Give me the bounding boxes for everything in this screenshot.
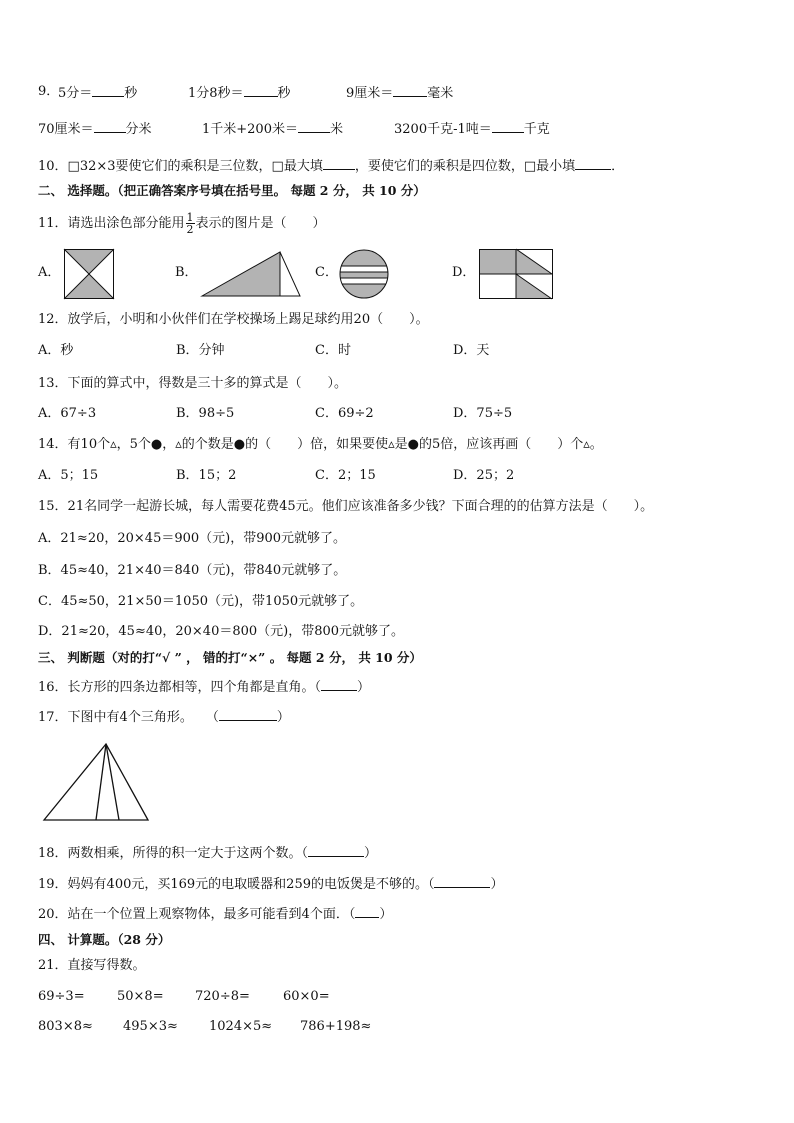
q14-option-a[interactable]: A．5；15 [38, 468, 99, 483]
question-15: 15．21名同学一起游长城，每人需要花费45元。他们应该准备多少钱？下面合理的的估算方法是（ ）。 [38, 499, 654, 514]
q13-option-c[interactable]: C．69÷2 [315, 406, 374, 421]
question-16: 16．长方形的四条边都相等，四个角都是直角。（ ） [38, 680, 371, 695]
q15-option-c[interactable]: C．45≈50，21×50＝1050（元)，带1050元就够了。 [38, 594, 364, 609]
answer-blank[interactable] [244, 84, 278, 97]
calc-item[interactable]: 720÷8= [195, 989, 250, 1004]
q12-option-b[interactable]: B．分钟 [176, 343, 225, 358]
option-b-shaded-triangle[interactable] [200, 250, 302, 298]
option-a-label[interactable]: A． [38, 265, 61, 280]
q12-option-c[interactable]: C．时 [315, 343, 351, 358]
q14-option-b[interactable]: B．15；2 [176, 468, 237, 483]
calc-item[interactable]: 803×8≈ [38, 1019, 93, 1034]
option-a-shaded-square[interactable] [64, 249, 114, 299]
q13-option-a[interactable]: A．67÷3 [38, 406, 97, 421]
q9-item-b: 1分8秒＝ 秒 [188, 86, 291, 101]
answer-blank[interactable] [308, 844, 364, 857]
section-3-heading: 三、 判断题（对的打“√ ” ， 错的打“×” 。 每题 2 分， 共 10 分） [38, 650, 422, 665]
answer-blank[interactable] [434, 875, 490, 888]
q14-option-c[interactable]: C．2；15 [315, 468, 376, 483]
fraction-one-half: $\frac{1}{2}$ [186, 211, 194, 236]
option-c-label[interactable]: C． [315, 265, 338, 280]
triangle-figure [40, 742, 152, 822]
question-12: 12．放学后，小明和小伙伴们在学校操场上踢足球约用20（ ）。 [38, 312, 429, 327]
q9-number: 9． [38, 84, 60, 99]
q9-item-a: 5分＝ 秒 [58, 86, 138, 101]
answer-blank[interactable] [298, 120, 330, 133]
section-2-heading: 二、 选择题。（把正确答案序号填在括号里。 每题 2 分， 共 10 分） [38, 183, 426, 198]
q9-item-e: 1千米+200米＝ 米 [202, 122, 343, 137]
q12-option-a[interactable]: A．秒 [38, 343, 74, 358]
answer-blank[interactable] [393, 84, 427, 97]
q15-option-a[interactable]: A．21≈20，20×45＝900（元)，带900元就够了。 [38, 531, 347, 546]
q9-item-c: 9厘米＝ 毫米 [346, 86, 454, 101]
q14-option-d[interactable]: D．25；2 [453, 468, 515, 483]
question-13: 13．下面的算式中，得数是三十多的算式是（ ）。 [38, 376, 348, 391]
calc-item[interactable]: 495×3≈ [123, 1019, 178, 1034]
calc-item[interactable]: 1024×5≈ [209, 1019, 273, 1034]
answer-blank[interactable] [94, 120, 126, 133]
answer-blank[interactable] [219, 708, 277, 721]
answer-blank[interactable] [355, 905, 379, 918]
question-18: 18．两数相乘，所得的积一定大于这两个数。（ ） [38, 846, 378, 861]
q15-option-d[interactable]: D．21≈20，45≈40，20×40＝800（元)，带800元就够了。 [38, 624, 405, 639]
question-20: 20．站在一个位置上观察物体，最多可能看到4个面．（ ） [38, 907, 393, 922]
q13-option-d[interactable]: D．75÷5 [453, 406, 513, 421]
answer-blank[interactable] [575, 157, 611, 170]
calc-item[interactable]: 60×0= [283, 989, 330, 1004]
option-d-shaded-rectangle[interactable] [479, 249, 553, 299]
q9-item-d: 70厘米＝ 分米 [38, 122, 152, 137]
q9-item-f: 3200千克-1吨＝ 千克 [394, 122, 550, 137]
question-11: 11．请选出涂色部分能用 $\frac{1}{2}$ 表示的图片是（ ） [38, 211, 326, 236]
question-19: 19．妈妈有400元，买169元的电取暖器和259的电饭煲是不够的。（ ） [38, 877, 504, 892]
question-10: 10．□32×3要使它们的乘积是三位数，□最大填 ，要使它们的乘积是四位数，□最小填 ． [38, 159, 625, 174]
q13-option-b[interactable]: B．98÷5 [176, 406, 235, 421]
calc-item[interactable]: 50×8= [117, 989, 164, 1004]
answer-blank[interactable] [321, 678, 357, 691]
answer-blank[interactable] [492, 120, 524, 133]
question-14: 14．有10个▵，5个●，▵的个数是●的（ ）倍，如果要使▵是●的5倍，应该再画（ ）个▵。 [38, 437, 603, 452]
option-d-label[interactable]: D． [452, 265, 476, 280]
calc-item[interactable]: 69÷3= [38, 989, 85, 1004]
answer-blank[interactable] [323, 157, 355, 170]
q15-option-b[interactable]: B．45≈40，21×40＝840（元)，带840元就够了。 [38, 563, 347, 578]
answer-blank[interactable] [92, 84, 124, 97]
question-21: 21．直接写得数。 [38, 958, 146, 973]
section-4-heading: 四、 计算题。（28 分） [38, 932, 171, 947]
calc-item[interactable]: 786+198≈ [300, 1019, 372, 1034]
option-b-label[interactable]: B． [175, 265, 198, 280]
question-17: 17．下图中有4个三角形。 （ ） [38, 710, 290, 725]
option-c-shaded-circle[interactable] [338, 248, 390, 300]
q12-option-d[interactable]: D．天 [453, 343, 490, 358]
